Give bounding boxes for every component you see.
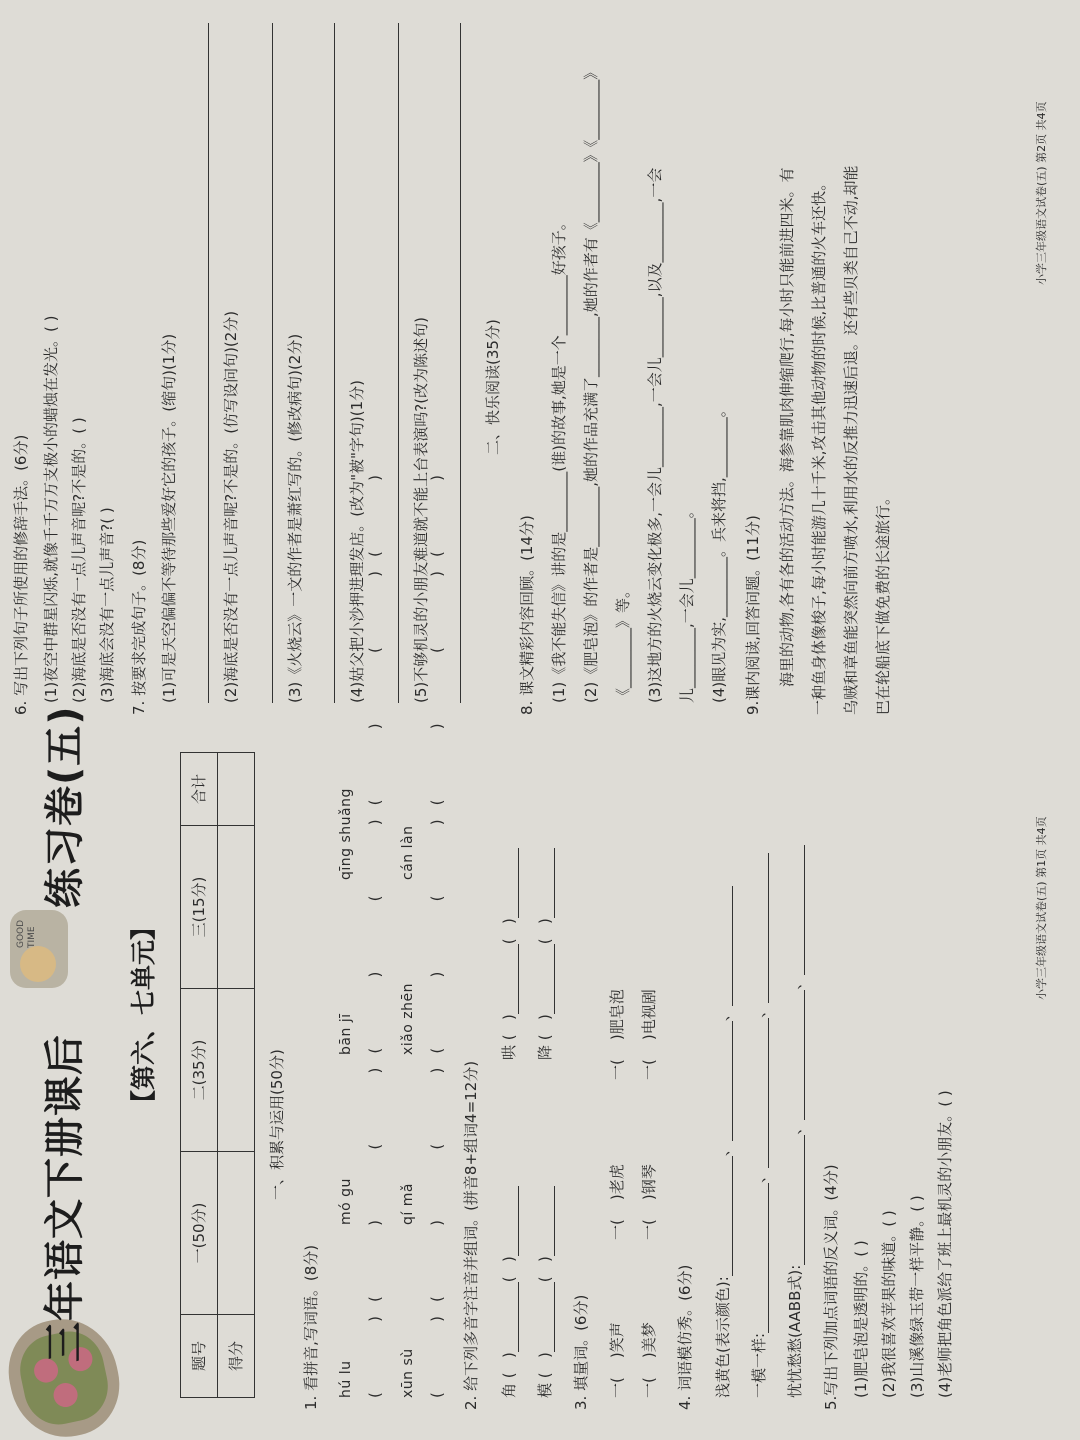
good-time-sticker-icon bbox=[10, 910, 68, 988]
q8-label: 8. 课文精彩内容回顾。(14分) bbox=[518, 515, 536, 715]
pinyin-item: hú lu bbox=[338, 1360, 354, 1398]
title-part1: 三年语文下册课后 bbox=[42, 1034, 88, 1362]
recall-item: (1)《我不能失信》讲的是________(谁)的故事,她是一个________好孩子。 bbox=[550, 215, 568, 703]
part2-heading: 二、快乐阅读(35分) bbox=[484, 319, 502, 455]
title-part2: 练习卷(五) bbox=[42, 705, 88, 908]
measure-noun: 肥皂泡 bbox=[608, 989, 626, 1035]
answer-line[interactable] bbox=[334, 23, 335, 703]
part1-heading: 一、积累与运用(50分) bbox=[268, 1049, 286, 1200]
q1-label: 1. 看拼音,写词语。(8分) bbox=[302, 1244, 320, 1410]
polyphone-char: 角 bbox=[500, 1382, 518, 1398]
imitation-prompt: 忧忧愁愁(AABB式): bbox=[786, 1264, 804, 1398]
answer-blank[interactable] bbox=[788, 990, 805, 1120]
polyphone-row: 降 ( )( ) bbox=[536, 848, 555, 1060]
passage-line: 海里的动物,各有各的活动方法。海参靠肌肉伸缩爬行,每小时只能前进四米。有 bbox=[778, 167, 796, 687]
footer-page1: 小学三年级语文试卷(五) 第1页 共4页 bbox=[1035, 816, 1048, 1000]
q6-label: 6. 写出下列句子所使用的修辞手法。(6分) bbox=[12, 434, 30, 715]
answer-blank[interactable] bbox=[752, 1018, 769, 1168]
pinyin-item: bān jī bbox=[338, 1013, 354, 1055]
sticker-text: GOOD TIME bbox=[16, 919, 38, 948]
q7-label: 7. 按要求完成句子。(8分) bbox=[130, 539, 148, 715]
antonym-item: (1)肥皂泡是透明的。( ) bbox=[852, 1240, 870, 1398]
sentence-task: (3)《火烧云》一文的作者是萧红写的。(修改病句)(2分) bbox=[286, 333, 304, 703]
measure-word-item: 一( )电视剧 bbox=[640, 989, 658, 1080]
pinyin-item: xūn sù bbox=[400, 1348, 416, 1398]
passage-line: 一种鱼身体像梭子,每小时能游几十千米,攻击其他动物的时候,比普通的火车还快。 bbox=[810, 175, 828, 715]
footer-page2: 小学三年级语文试卷(五) 第2页 共4页 bbox=[1035, 101, 1048, 285]
sentence-task: (5)不够机灵的小朋友难道就不能上台表演吗?(改为陈述句) bbox=[412, 317, 430, 703]
polyphone-char: 哄 bbox=[500, 1044, 518, 1060]
polyphone-char: 降 bbox=[536, 1044, 554, 1060]
answer-line[interactable] bbox=[398, 23, 399, 703]
answer-line[interactable] bbox=[272, 23, 273, 703]
measure-noun: 美梦 bbox=[640, 1322, 658, 1353]
answer-blank[interactable] bbox=[502, 1282, 519, 1352]
answer-blank[interactable] bbox=[752, 1183, 769, 1333]
antonym-item: (4)老师把角色派给了班上最机灵的小朋友。( ) bbox=[936, 1090, 954, 1398]
score-header-cell: 一(50分) bbox=[181, 1152, 218, 1315]
answer-blank[interactable] bbox=[502, 1186, 519, 1256]
polyphone-row: 哄 ( )( ) bbox=[500, 848, 519, 1060]
q9-label: 9.课内阅读,回答问题。(11分) bbox=[744, 515, 762, 715]
pinyin-item: qīng shuǎng bbox=[338, 788, 354, 880]
polyphone-row: 角 ( )( ) bbox=[500, 1186, 519, 1398]
q5-label: 5.写出下列加点词语的反义词。(4分) bbox=[822, 1164, 840, 1410]
answer-blank[interactable] bbox=[538, 1186, 555, 1256]
imitation-line: 一模一样:、、 bbox=[750, 853, 769, 1398]
pinyin-item: qí mǎ bbox=[400, 1183, 416, 1225]
score-cell[interactable] bbox=[218, 1152, 255, 1315]
score-cell[interactable] bbox=[218, 753, 255, 826]
recall-item: 《________》等。 bbox=[614, 582, 632, 703]
answer-blank[interactable] bbox=[788, 845, 805, 975]
score-header-cell: 合计 bbox=[181, 753, 218, 826]
antonym-item: (2)我很喜欢苹果的味道。( ) bbox=[880, 1210, 898, 1398]
measure-noun: 老虎 bbox=[608, 1164, 626, 1195]
polyphone-char: 模 bbox=[536, 1382, 554, 1398]
rhetoric-item: (2)海底是否没有一点儿声音呢?不是的。( ) bbox=[70, 417, 88, 703]
pinyin-answer-boxes[interactable]: ( )( ) ( )( ) ( )( ) ( )( ) bbox=[366, 461, 384, 1398]
answer-blank[interactable] bbox=[538, 944, 555, 1014]
score-cell[interactable] bbox=[218, 989, 255, 1152]
answer-blank[interactable] bbox=[538, 1282, 555, 1352]
score-row-label: 得分 bbox=[218, 1315, 255, 1398]
imitation-prompt: 一模一样: bbox=[750, 1332, 768, 1398]
score-table bbox=[180, 752, 255, 1398]
score-header-cell: 三(15分) bbox=[181, 826, 218, 989]
page-two bbox=[0, 0, 1080, 715]
pinyin-item: xiǎo zhēn bbox=[400, 983, 416, 1055]
answer-blank[interactable] bbox=[716, 886, 733, 1006]
score-header-cell: 题号 bbox=[181, 1315, 218, 1398]
subtitle: 【第六、七单元】 bbox=[129, 914, 158, 1115]
polyphone-row: 模 ( )( ) bbox=[536, 1186, 555, 1398]
measure-word-item: 一( )笑声 bbox=[608, 1322, 626, 1398]
sentence-task: (2)海底是否没有一点儿声音呢?不是的。(仿写设问句)(2分) bbox=[222, 310, 240, 703]
rhetoric-item: (3)海底会没有一点儿声音?( ) bbox=[98, 507, 116, 703]
answer-blank[interactable] bbox=[752, 853, 769, 1003]
measure-noun: 钢琴 bbox=[640, 1164, 658, 1195]
answer-blank[interactable] bbox=[788, 1135, 805, 1265]
recall-item: (2)《肥皂泡》的作者是________,她的作品充满了________,她的作者有《________》《________》 bbox=[582, 64, 600, 703]
pinyin-item: mó gu bbox=[338, 1178, 354, 1225]
passage-line: 巴在轮船底下做免费的长途旅行。 bbox=[874, 489, 892, 715]
measure-word-item: 一( )美梦 bbox=[640, 1322, 658, 1398]
answer-blank[interactable] bbox=[538, 848, 555, 918]
answer-blank[interactable] bbox=[502, 848, 519, 918]
answer-line[interactable] bbox=[208, 23, 209, 703]
measure-word-item: 一( )老虎 bbox=[608, 1164, 626, 1240]
score-header-cell: 二(35分) bbox=[181, 989, 218, 1152]
answer-line[interactable] bbox=[460, 23, 461, 703]
answer-blank[interactable] bbox=[716, 1021, 733, 1141]
rhetoric-item: (1)夜空中群星闪烁,就像千千万万支极小的蜡烛在发光。( ) bbox=[42, 315, 60, 703]
q4-label: 4. 词语模仿秀。(6分) bbox=[676, 1264, 694, 1410]
measure-word-item: 一( )肥皂泡 bbox=[608, 989, 626, 1080]
recall-item: (4)眼见为实,________。兵来将挡,________。 bbox=[710, 402, 728, 703]
measure-noun: 笑声 bbox=[608, 1322, 626, 1353]
answer-blank[interactable] bbox=[502, 944, 519, 1014]
pinyin-answer-boxes[interactable]: ( )( ) ( )( ) ( )( ) ( )( ) bbox=[428, 461, 446, 1398]
recall-item: 儿________,一会儿________。 bbox=[678, 503, 696, 703]
passage-line: 乌贼和章鱼能突然向前方喷水,利用水的反推力迅速后退。还有些贝类自己不动,却能 bbox=[842, 165, 860, 715]
q3-label: 3. 填量词。(6分) bbox=[572, 1294, 590, 1410]
score-cell[interactable] bbox=[218, 826, 255, 989]
pinyin-item: cán làn bbox=[400, 825, 416, 880]
recall-item: (3)这地方的火烧云变化极多,一会儿________,一会儿________,以及________,一会 bbox=[646, 167, 664, 703]
q2-label: 2. 给下列多音字注音并组词。(拼音8+组词4=12分) bbox=[462, 1060, 480, 1410]
sentence-task: (1)可是天空偏偏不等待那些爱好它的孩子。(缩句)(1分) bbox=[160, 333, 178, 703]
antonym-item: (3)山溪像绿玉带一样平静。( ) bbox=[908, 1195, 926, 1398]
imitation-line: 浅黄色(表示颜色):、、 bbox=[714, 886, 733, 1398]
measure-word-item: 一( )钢琴 bbox=[640, 1164, 658, 1240]
measure-noun: 电视剧 bbox=[640, 989, 658, 1035]
sentence-task: (4)姑父把小沙押进理发店。(改为"被"字句)(1分) bbox=[348, 380, 366, 703]
imitation-prompt: 浅黄色(表示颜色): bbox=[714, 1276, 732, 1398]
answer-blank[interactable] bbox=[716, 1156, 733, 1276]
imitation-line: 忧忧愁愁(AABB式):、、 bbox=[786, 845, 805, 1398]
